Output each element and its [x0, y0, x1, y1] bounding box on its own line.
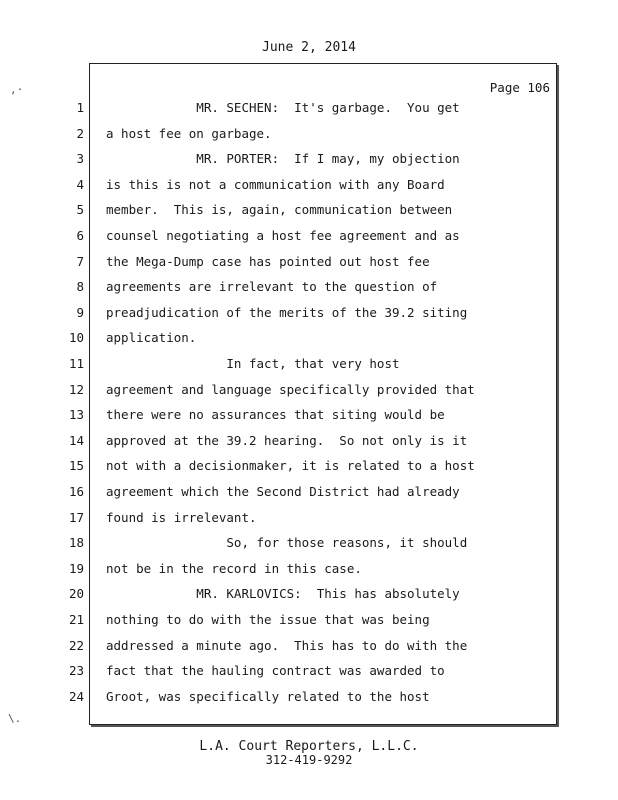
line-number: 15 — [68, 458, 84, 473]
line-text: approved at the 39.2 hearing. So not only is it — [106, 433, 468, 448]
line-number: 12 — [68, 382, 84, 397]
line-number: 5 — [76, 202, 84, 217]
line-text: So, for those reasons, it should — [106, 535, 468, 550]
line-text: agreement which the Second District had already — [106, 484, 460, 499]
line-number: 11 — [68, 356, 84, 371]
line-number: 20 — [68, 586, 84, 601]
line-text: preadjudication of the merits of the 39.2 siting — [106, 305, 468, 320]
scan-mark: ,· — [10, 83, 24, 96]
line-number: 19 — [68, 561, 84, 576]
line-text: member. This is, again, communication between — [106, 202, 453, 217]
line-number: 21 — [68, 612, 84, 627]
line-number: 10 — [68, 330, 84, 345]
line-text: the Mega-Dump case has pointed out host fee — [106, 254, 430, 269]
page-number: Page 106 — [489, 80, 550, 95]
line-text: fact that the hauling contract was awarded to — [106, 663, 445, 678]
line-number: 13 — [68, 407, 84, 422]
line-text: a host fee on garbage. — [106, 126, 272, 141]
line-number: 9 — [76, 305, 84, 320]
line-text: not be in the record in this case. — [106, 561, 362, 576]
line-number: 24 — [68, 689, 84, 704]
line-number: 1 — [76, 100, 84, 115]
line-number: 7 — [76, 254, 84, 269]
line-number: 17 — [68, 510, 84, 525]
line-number: 22 — [68, 638, 84, 653]
line-number: 14 — [68, 433, 84, 448]
line-number: 23 — [68, 663, 84, 678]
line-number: 4 — [76, 177, 84, 192]
line-text: found is irrelevant. — [106, 510, 257, 525]
line-text: nothing to do with the issue that was being — [106, 612, 430, 627]
line-number: 8 — [76, 279, 84, 294]
line-text: there were no assurances that siting would be — [106, 407, 445, 422]
line-text: In fact, that very host — [106, 356, 400, 371]
line-text: application. — [106, 330, 197, 345]
line-text: Groot, was specifically related to the host — [106, 689, 430, 704]
scan-mark: \. — [8, 712, 22, 725]
reporter-phone: 312-419-9292 — [265, 753, 353, 767]
line-text: agreement and language specifically provided that — [106, 382, 475, 397]
line-text: MR. SECHEN: It's garbage. You get — [106, 100, 460, 115]
transcript-date: June 2, 2014 — [262, 40, 356, 55]
reporter-company: L.A. Court Reporters, L.L.C. — [199, 739, 419, 754]
line-text: MR. PORTER: If I may, my objection — [106, 151, 460, 166]
line-number: 18 — [68, 535, 84, 550]
line-number: 16 — [68, 484, 84, 499]
line-number: 3 — [76, 151, 84, 166]
line-text: agreements are irrelevant to the question of — [106, 279, 438, 294]
line-text: addressed a minute ago. This has to do with the — [106, 638, 468, 653]
line-text: not with a decisionmaker, it is related to a host — [106, 458, 475, 473]
line-text: is this is not a communication with any Board — [106, 177, 445, 192]
line-text: counsel negotiating a host fee agreement and as — [106, 228, 460, 243]
line-number: 6 — [76, 228, 84, 243]
line-text: MR. KARLOVICS: This has absolutely — [106, 586, 460, 601]
line-number: 2 — [76, 126, 84, 141]
